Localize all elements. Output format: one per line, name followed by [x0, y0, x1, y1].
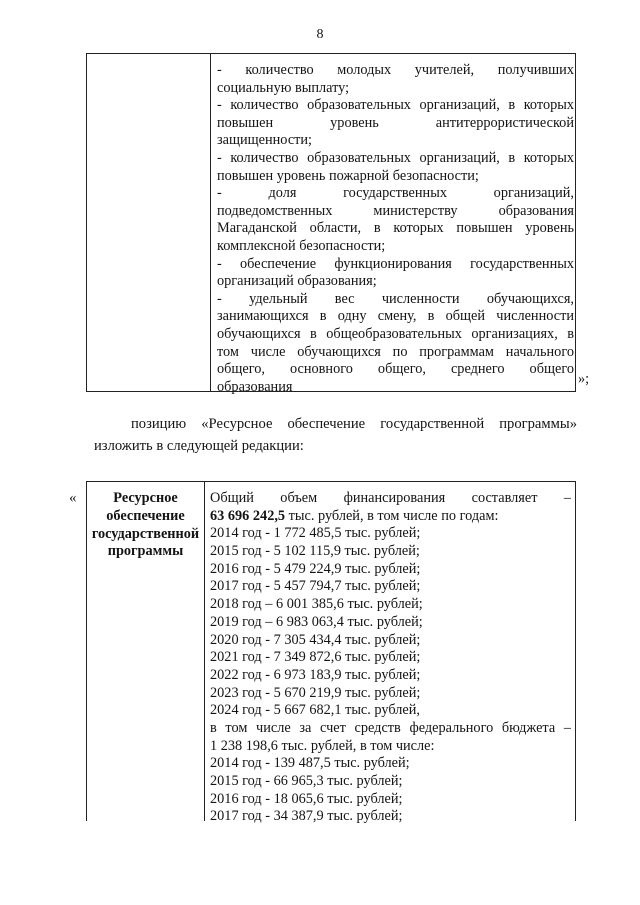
federal-year-line: 2015 год - 66 965,3 тыс. рублей; — [210, 773, 403, 789]
text-line: занимающихся в одну смену, в общей численности — [217, 308, 574, 325]
text-line: обучающихся в общеобразовательных организациях, в — [217, 325, 574, 342]
year-line: 2023 год - 5 670 219,9 тыс. рублей; — [210, 684, 421, 701]
text-line: подведомственных министерству образования — [217, 202, 574, 219]
text-line: комплексной безопасности; — [217, 237, 386, 254]
text-line: защищенности; — [217, 132, 313, 149]
opening-quote: « — [69, 490, 77, 506]
year-line: 2021 год - 7 349 872,6 тыс. рублей; — [210, 649, 421, 666]
indicators-table — [86, 53, 576, 395]
year-line: 2015 год - 5 102 115,9 тыс. рублей; — [210, 543, 420, 560]
resource-value-cell — [210, 490, 571, 826]
year-line: 2018 год – 6 001 385,6 тыс. рублей; — [210, 596, 423, 613]
label-line: Ресурсное — [113, 490, 178, 506]
year-line: 2020 год - 7 305 434,4 тыс. рублей; — [210, 631, 421, 648]
indicators-cell — [217, 62, 574, 396]
label-line: программы — [107, 543, 184, 560]
text-line: социальную выплату; — [217, 79, 350, 96]
year-line: 2017 год - 5 457 794,7 тыс. рублей; — [210, 578, 421, 595]
label-line: обеспечение — [106, 507, 185, 524]
text-line: - количество образовательных организаций, в которых — [217, 97, 574, 114]
text-line: повышен уровень антитеррористической — [217, 114, 574, 131]
total-amount-suffix: тыс. рублей, в том числе по годам: — [285, 507, 499, 524]
year-line: 2019 год – 6 983 063,4 тыс. рублей; — [210, 613, 423, 630]
column-divider — [210, 54, 211, 391]
amendment-paragraph-line: позицию «Ресурсное обеспечение государственной программы» — [131, 416, 577, 432]
year-line: 2024 год - 5 667 682,1 тыс. рублей, — [210, 702, 420, 719]
text-line: том числе обучающихся по программам начального — [217, 343, 574, 360]
column-divider — [204, 482, 205, 821]
federal-total-line: 1 238 198,6 тыс. рублей, в том числе: — [210, 737, 435, 754]
closing-quote: »; — [578, 371, 590, 387]
resource-label-cell — [87, 490, 204, 561]
text-line: образования — [217, 378, 293, 395]
federal-year-line: 2016 год - 18 065,6 тыс. рублей; — [210, 790, 403, 807]
text-line: - удельный вес численности обучающихся, — [217, 290, 574, 307]
page-number: 8 — [316, 27, 324, 42]
text-line: организаций образования; — [217, 273, 377, 290]
year-line: 2014 год - 1 772 485,5 тыс. рублей; — [210, 525, 421, 542]
year-line: 2016 год - 5 479 224,9 тыс. рублей; — [210, 560, 421, 577]
financing-intro-line: Общий объем финансирования составляет – — [210, 490, 571, 506]
federal-intro-line: в том числе за счет средств федерального бюджета – — [210, 719, 571, 736]
text-line: повышен уровень пожарной безопасности; — [217, 167, 479, 184]
text-line: - количество молодых учителей, получивших — [217, 62, 574, 78]
text-line: - обеспечение функционирования государственных — [217, 255, 574, 272]
resource-table — [86, 481, 576, 825]
text-line: Магаданской области, в которых повышен уровень — [217, 220, 574, 237]
federal-year-line: 2014 год - 139 487,5 тыс. рублей; — [210, 755, 410, 772]
text-line: - количество образовательных организаций, в которых — [217, 149, 574, 166]
total-amount: 63 696 242,5 — [210, 507, 286, 524]
text-line: общего, основного общего, среднего общего — [217, 361, 574, 378]
text-line: - доля государственных организаций, — [217, 185, 574, 202]
year-line: 2022 год - 6 973 183,9 тыс. рублей; — [210, 666, 421, 683]
amendment-paragraph-line: изложить в следующей редакции: — [94, 438, 304, 454]
label-line: государственной — [91, 525, 200, 542]
financing-total-line — [210, 508, 571, 526]
federal-year-line: 2017 год - 34 387,9 тыс. рублей; — [210, 808, 403, 825]
